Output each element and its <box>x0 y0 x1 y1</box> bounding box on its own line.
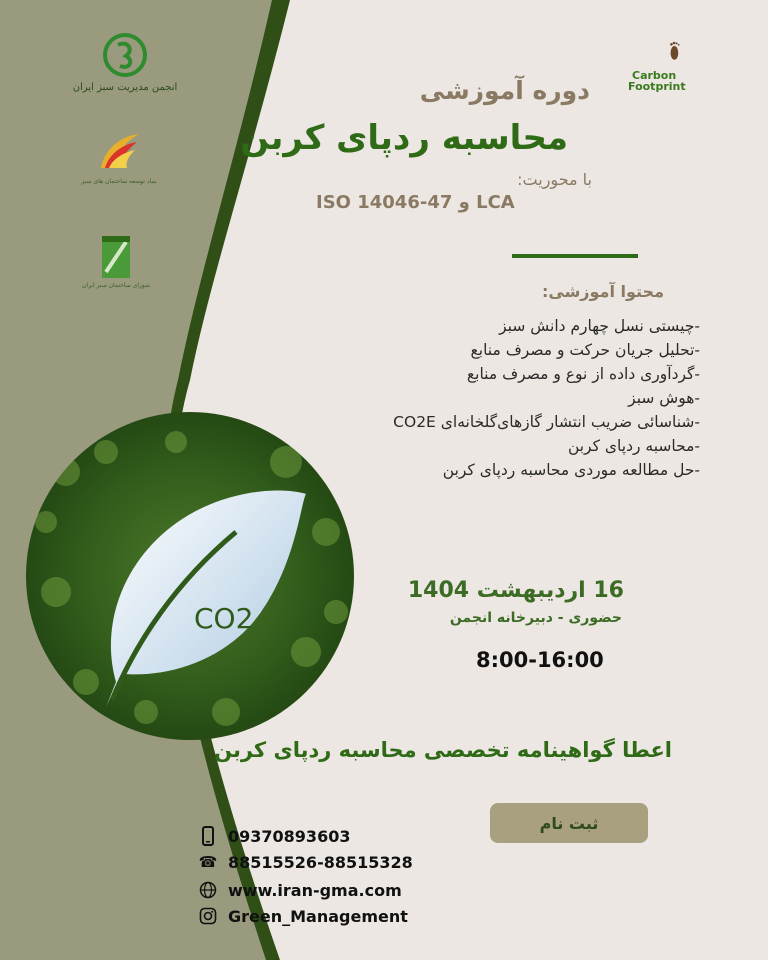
certificate-text: اعطا گواهینامه تخصصی محاسبه ردپای کربن <box>214 738 672 762</box>
mobile-icon <box>198 826 218 846</box>
contact-website[interactable] <box>198 880 402 900</box>
carbon-footprint-logo <box>628 70 686 92</box>
phone-numbers: 88515526-88515328 <box>228 852 413 872</box>
course-title: محاسبه ردپای کربن <box>240 118 568 158</box>
forest-co2-image <box>26 412 354 740</box>
topic-item: -حل مطالعه موردی محاسبه ردپای کربن <box>442 461 700 479</box>
topic-item: -محاسبه ردپای کربن <box>567 437 700 455</box>
focus-label: با محوریت: <box>517 170 592 189</box>
foundation-caption: بنیاد توسعه ساختمان های سبز <box>81 178 157 185</box>
cf-line2: Footprint <box>628 80 686 93</box>
instagram-icon <box>198 906 218 926</box>
foundation-logo <box>81 128 157 185</box>
event-venue: حضوری - دبیرخانه انجمن <box>449 610 622 626</box>
topic-item: -گردآوری داده از نوع و مصرف منابع <box>466 365 700 383</box>
council-logo <box>81 232 151 289</box>
section-divider <box>512 254 638 258</box>
association-logo <box>72 30 178 93</box>
green-building-icon <box>98 232 134 280</box>
topic-item: -چیستی نسل چهارم دانش سبز <box>499 317 700 335</box>
association-caption: انجمن مدیریت سبز ایران <box>72 82 178 93</box>
course-label: دوره آموزشی <box>419 76 590 105</box>
contact-mobile <box>198 826 350 846</box>
topics-list <box>393 314 700 482</box>
contact-instagram[interactable] <box>198 906 408 926</box>
content-label: محتوا آموزشی: <box>541 282 664 301</box>
topic-item: -تحلیل جریان حرکت و مصرف منابع <box>470 341 700 359</box>
council-caption: شورای ساختمان سبز ایران <box>81 282 151 289</box>
topic-item: -شناسائی ضریب انتشار گازهای‌گلخانه‌ای CO2E <box>393 413 700 431</box>
foundation-emblem-icon <box>95 128 143 176</box>
globe-icon <box>198 880 218 900</box>
register-button[interactable]: ثبت نام <box>490 803 648 843</box>
website-link[interactable]: www.iran-gma.com <box>228 880 402 900</box>
mobile-number: 09370893603 <box>228 826 351 846</box>
event-date: 16 اردیبهشت 1404 <box>407 578 624 603</box>
event-time: 8:00-16:00 <box>476 648 604 672</box>
association-emblem-icon <box>100 30 150 80</box>
cf-line1: Carbon <box>632 69 677 82</box>
topic-item: -هوش سبز <box>628 389 700 407</box>
co2-leaf-label: CO2 <box>194 602 254 635</box>
contact-phone <box>198 852 413 872</box>
phone-icon: ☎ <box>198 853 218 871</box>
focus-text: ISO 14046-47 و LCA <box>316 192 515 213</box>
instagram-handle[interactable]: Green_Management <box>228 906 408 926</box>
